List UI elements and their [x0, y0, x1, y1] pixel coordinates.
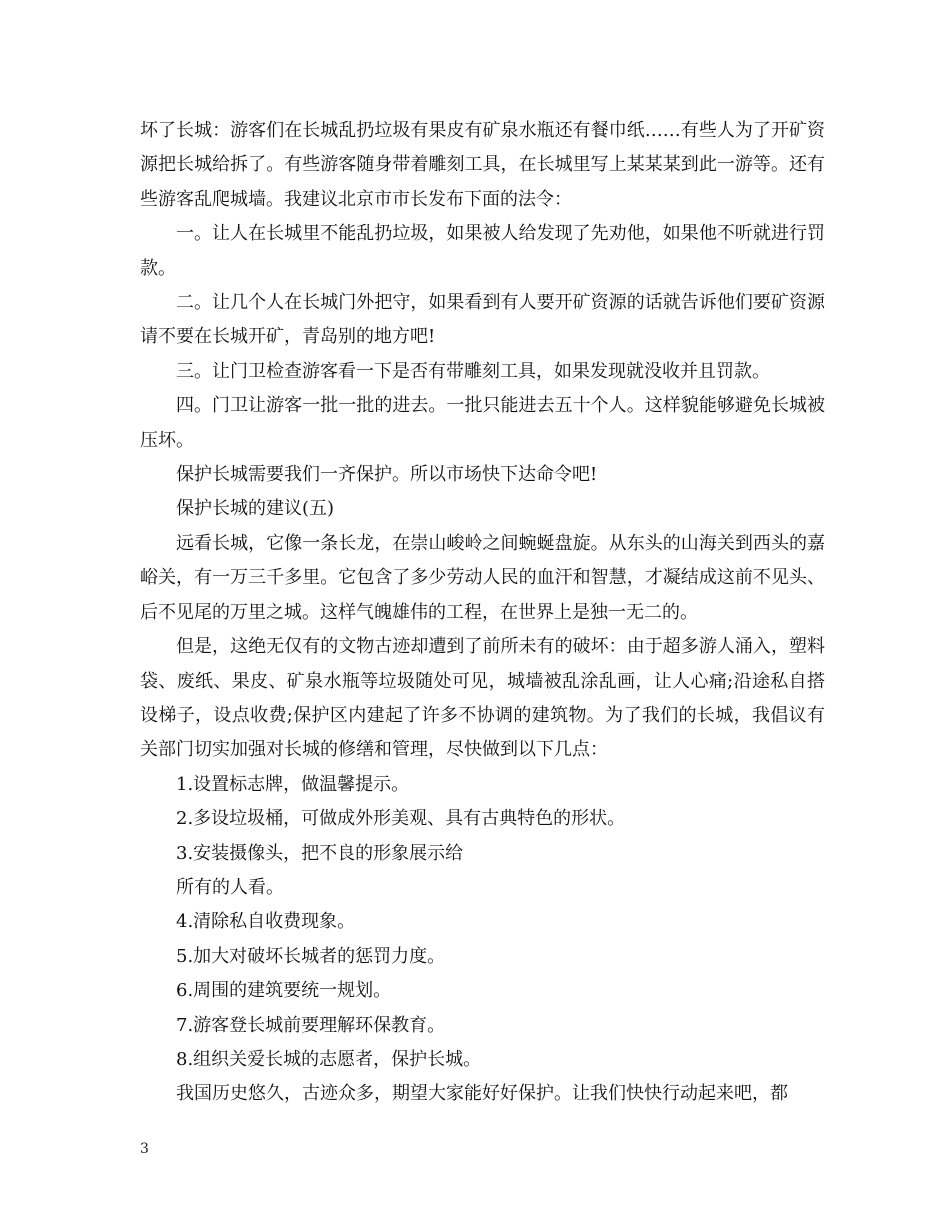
paragraph: 远看长城，它像一条长龙，在崇山峻岭之间蜿蜒盘旋。从东头的山海关到西头的嘉峪关，有一万三千多里。它包含了多少劳动人民的血汗和智慧，才凝结成这前不见头、后不见尾的万里之城。这样气魄雄伟的工程，在世界上是独一无二的。 — [140, 532, 825, 623]
list-item: 3.安装摄像头，把不良的形象展示给 — [176, 842, 464, 864]
list-item: 4.清除私自收费现象。 — [176, 911, 356, 933]
section-heading: 保护长城的建议(五) — [176, 498, 335, 520]
document-body — [140, 114, 825, 1112]
list-item: 5.加大对破坏长城者的惩罚力度。 — [176, 945, 446, 967]
list-item: 8.组织关爱长城的志愿者，保护长城。 — [176, 1048, 482, 1070]
list-item: 7.游客登长城前要理解环保教育。 — [176, 1014, 446, 1036]
list-item-continuation: 所有的人看。 — [176, 876, 284, 898]
paragraph: 保护长城需要我们一齐保护。所以市场快下达命令吧! — [176, 464, 598, 486]
paragraph: 我国历史悠久，古迹众多，期望大家能好好保护。让我们快快行动起来吧，都 — [176, 1083, 788, 1105]
paragraph: 坏了长城：游客们在长城乱扔垃圾有果皮有矿泉水瓶还有餐巾纸……有些人为了开矿资源把长城给拆了。有些游客随身带着雕刻工具，在长城里写上某某某到此一游等。还有些游客乱爬城墙。我建议北京市市长发布下面的法令： — [140, 120, 825, 210]
paragraph: 一。让人在长城里不能乱扔垃圾，如果被人给发现了先劝他，如果他不听就进行罚款。 — [140, 223, 825, 279]
paragraph: 四。门卫让游客一批一批的进去。一批只能进去五十个人。这样貌能够避免长城被压坏。 — [140, 395, 825, 451]
paragraph: 但是，这绝无仅有的文物古迹却遭到了前所未有的破坏：由于超多游人涌入，塑料袋、废纸、果皮、矿泉水瓶等垃圾随处可见，城墙被乱涂乱画，让人心痛;沿途私自搭设梯子，设点收费;保护区内建起了许多不协调的建筑物。为了我们的长城，我倡议有关部门切实加强对长城的修缮和管理，尽快做到以下几点： — [140, 636, 825, 761]
page-number: 3 — [140, 1141, 149, 1157]
list-item: 1.设置标志牌，做温馨提示。 — [176, 773, 410, 795]
paragraph: 三。让门卫检查游客看一下是否有带雕刻工具，如果发现就没收并且罚款。 — [176, 360, 770, 382]
list-item: 6.周围的建筑要统一规划。 — [176, 980, 392, 1002]
paragraph: 二。让几个人在长城门外把守，如果看到有人要开矿资源的话就告诉他们要矿资源请不要在长城开矿，青岛别的地方吧! — [140, 292, 825, 348]
list-item: 2.多设垃圾桶，可做成外形美观、具有古典特色的形状。 — [176, 808, 626, 830]
